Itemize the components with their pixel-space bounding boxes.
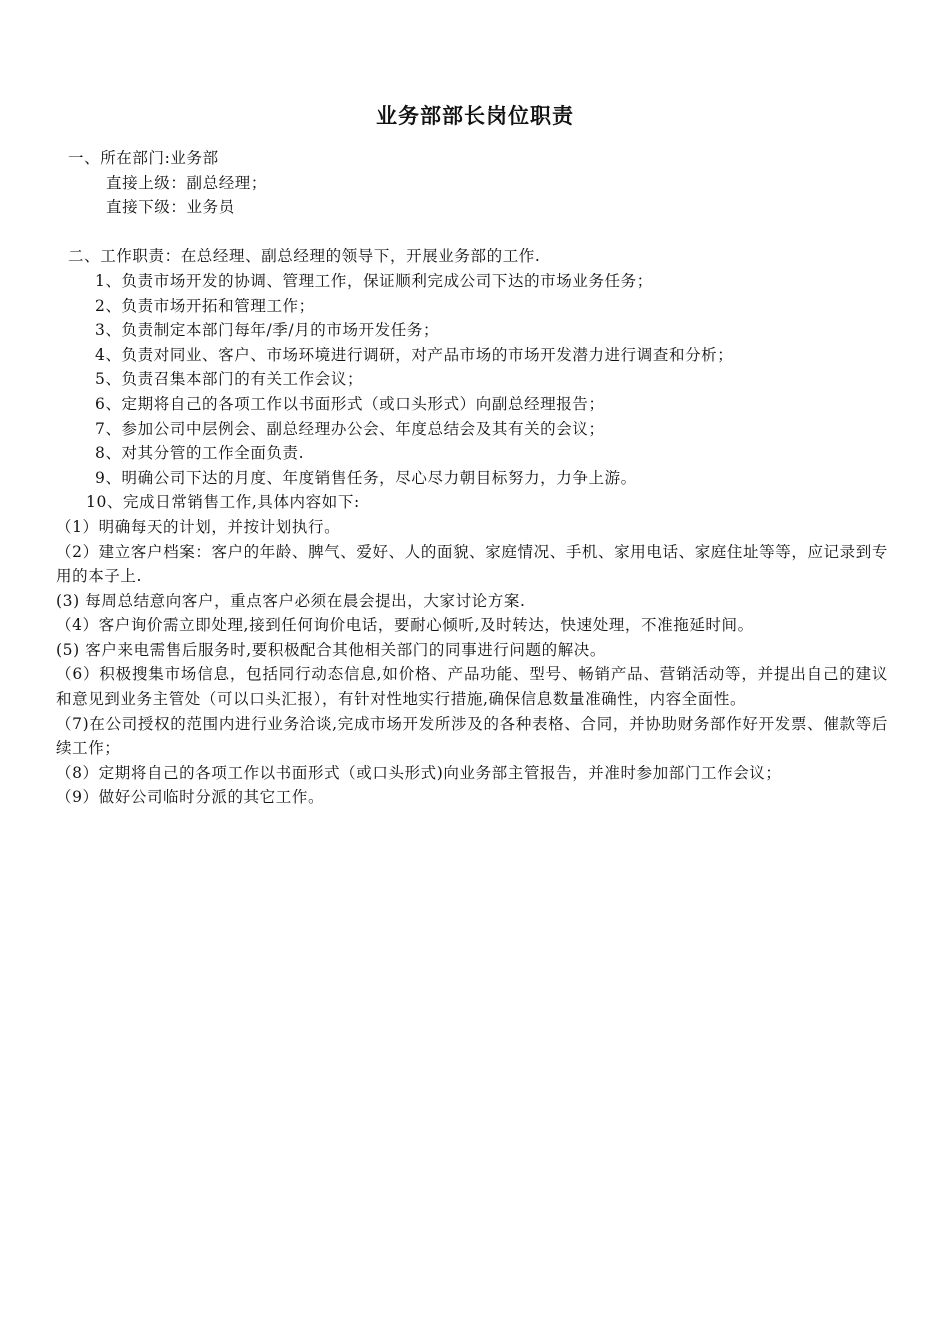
duty-item-1: 1、负责市场开发的协调、管理工作，保证顺利完成公司下达的市场业务任务； [95, 271, 653, 290]
direct-subordinate: 直接下级：业务员 [106, 198, 235, 217]
duty-item-3: 3、负责制定本部门每年/季/月的市场开发任务； [95, 321, 440, 340]
document-body [56, 146, 888, 810]
sub-item-7: （7)在公司授权的范围内进行业务洽谈,完成市场开发所涉及的各种表格、合同，并协助财务部作好开发票、催款等后续工作； [56, 714, 888, 758]
sub-item-3: (3) 每周总结意向客户，重点客户必须在晨会提出，大家讨论方案. [56, 591, 526, 610]
duty-item-6: 6、定期将自己的各项工作以书面形式（或口头形式）向副总经理报告； [95, 394, 605, 413]
sub-item-2: （2）建立客户档案：客户的年龄、脾气、爱好、人的面貌、家庭情况、手机、家用电话、家庭住址等等，应记录到专用的本子上. [56, 542, 888, 586]
sub-item-4: （4）客户询价需立即处理,接到任何询价电话，要耐心倾听,及时转达，快速处理，不准拖延时间。 [56, 616, 754, 635]
section-2-heading: 二、工作职责：在总经理、副总经理的领导下，开展业务部的工作. [68, 247, 541, 266]
sub-item-8: （8）定期将自己的各项工作以书面形式（或口头形式)向业务部主管报告，并准时参加部门工作会议； [56, 763, 782, 782]
sub-item-1: （1）明确每天的计划，并按计划执行。 [56, 517, 341, 536]
duty-item-5: 5、负责召集本部门的有关工作会议； [95, 370, 364, 389]
section-1-heading: 一、所在部门:业务部 [68, 149, 219, 167]
direct-superior: 直接上级：副总经理； [106, 173, 268, 192]
duty-item-10: 10、完成日常销售工作,具体内容如下: [86, 493, 360, 512]
duty-item-2: 2、负责市场开拓和管理工作； [95, 296, 315, 315]
duty-item-9: 9、明确公司下达的月度、年度销售任务，尽心尽力朝目标努力，力争上游。 [95, 468, 637, 487]
sub-item-6: （6）积极搜集市场信息，包括同行动态信息,如价格、产品功能、型号、畅销产品、营销活动等，并提出自己的建议和意见到业务主管处（可以口头汇报），有针对性地实行措施,确保信息数量准确性，内容全面性。 [56, 665, 888, 709]
duty-item-7: 7、参加公司中层例会、副总经理办公会、年度总结会及其有关的会议； [95, 419, 605, 438]
document-title: 业务部部长岗位职责 [376, 104, 574, 128]
sub-item-5: (5) 客户来电需售后服务时,要积极配合其他相关部门的同事进行问题的解决。 [56, 640, 607, 659]
sub-item-9: （9）做好公司临时分派的其它工作。 [56, 788, 325, 807]
paragraph-gap [68, 220, 888, 245]
duty-item-8: 8、对其分管的工作全面负责. [95, 444, 305, 463]
duty-item-4: 4、负责对同业、客户、市场环境进行调研，对产品市场的市场开发潜力进行调查和分析； [95, 345, 734, 364]
